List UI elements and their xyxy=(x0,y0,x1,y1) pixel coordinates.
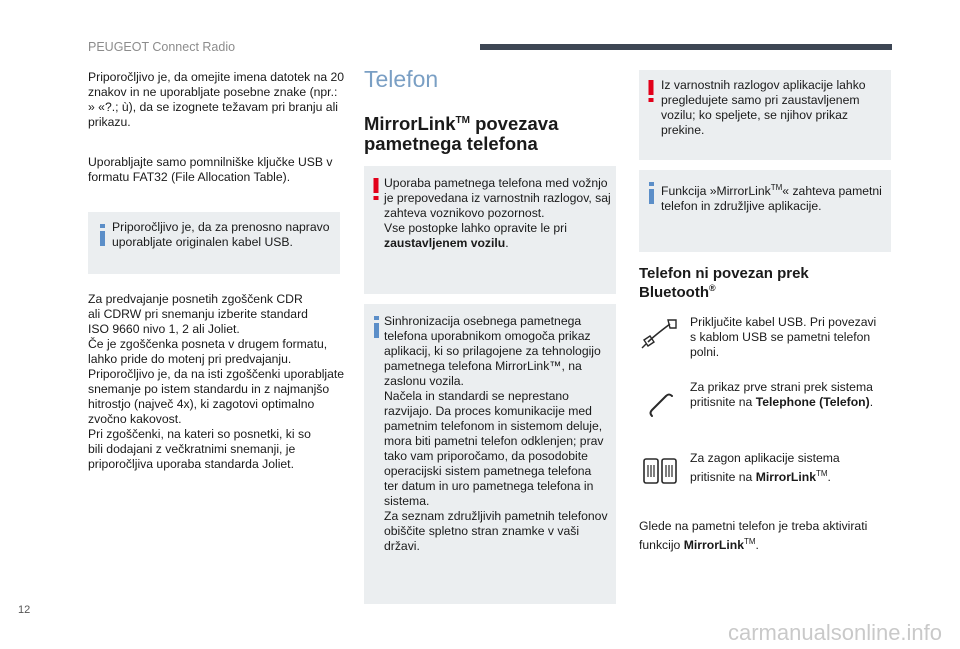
left-paragraph-1: Priporočljivo je, da omejite imena datotek na 20 znakov in ne uporabljate posebne znake (npr.: » «?.; ù), da se izognete težavam pri branju ali prikazu. xyxy=(88,70,345,129)
step2-main: Za prikaz prve strani prek sistema pritisnite na xyxy=(690,380,873,409)
middle-info-text: Sinhronizacija osebnega pametnega telefona uporabnikom omogoča prikaz aplikacij, ki so prilagojene za tehnologijo pametnega telefona MirrorLink™, na zaslonu vozila. Načela in standardi se neprestano razvijajo. Da proces komunikacije med pametnim telefonom in sistemom deluje, mora biti pametni telefon odklenjen; prav tako vam priporočamo, da posodobite operacijski sistem pametnega telefona ter datum in uro pametnega telefona in sistema. Za seznam združljivih pametnih telefonov obiščite spletno stran znamke v vaši državi. xyxy=(384,314,608,553)
step3-main: Za zagon aplikacije sistema pritisnite na xyxy=(690,451,840,485)
warning-text-bold: zaustavljenem vozilu xyxy=(384,236,506,250)
info-prefix: Funkcija »MirrorLink xyxy=(661,184,771,199)
document-header-title: PEUGEOT Connect Radio xyxy=(88,40,236,54)
info-suffix: « zahteva pametni telefon in združljive aplikacije. xyxy=(661,184,882,214)
step1-text: Priključite kabel USB. Pri povezavi s kablom USB se pametni telefon polni. xyxy=(690,315,877,359)
header-bar xyxy=(480,44,892,50)
bt-subtitle-reg: ® xyxy=(708,283,716,293)
left-info-box xyxy=(88,212,340,274)
closing-bold: MirrorLink xyxy=(683,538,744,553)
closing-main: Glede na pametni telefon je treba aktivirati funkcijo xyxy=(639,519,868,553)
bluetooth-subtitle xyxy=(639,266,889,300)
subtitle-line2: pametnega telefona xyxy=(364,133,538,155)
page-number: 12 xyxy=(18,604,31,616)
middle-warning-text xyxy=(384,176,614,251)
mirrorlink-subtitle xyxy=(364,111,614,154)
phone-handset-icon xyxy=(646,390,676,420)
left-info-text: Priporočljivo je, da za prenosno napravo uporabljate originalen kabel USB. xyxy=(112,220,330,249)
step3-end: . xyxy=(827,470,831,485)
info-icon xyxy=(647,182,657,204)
middle-warning-box xyxy=(364,166,616,294)
mirrorlink-icon xyxy=(642,455,678,487)
right-info-box xyxy=(639,170,891,252)
exclamation-icon xyxy=(647,80,655,102)
closing-end: . xyxy=(755,538,759,553)
step3-tm: TM xyxy=(815,469,828,478)
middle-info-box xyxy=(364,304,616,604)
closing-tm: TM xyxy=(743,537,756,546)
right-info-text xyxy=(661,180,889,214)
usb-cable-icon xyxy=(640,316,680,352)
info-icon xyxy=(98,224,108,246)
left-paragraph-3: Za predvajanje posnetih zgoščenk CDR ali CDRW pri snemanju izberite standard ISO 9660 nivo 1, 2 ali Joliet. Če je zgoščenka posneta v drugem formatu, lahko pride do motenj pri predvajanju. Priporočljivo je, da na isti zgoščenki uporabljate snemanje po istem standardu in z najmanjšo hitrostjo (največ 4x), ki zagotovi optimalno zvočno kakovost. Pri zgoščenki, na kateri so posnetki, ki so bili dodajani z večkratnimi snemanji, je priporočljiva uporaba standarda Joliet. xyxy=(88,292,345,471)
step2-text xyxy=(690,380,890,410)
info-tm: TM xyxy=(770,183,783,192)
bt-subtitle-line1: Telefon ni povezan prek xyxy=(639,265,809,282)
step3-text xyxy=(690,451,890,485)
subtitle-prefix: MirrorLink xyxy=(364,113,456,135)
left-paragraph-2: Uporabljajte samo pomnilniške ključke USB v formatu FAT32 (File Allocation Table). xyxy=(88,155,333,184)
warning-text-main: Uporaba pametnega telefona med vožnjo je prepovedana iz varnostnih razlogov, saj zahteva voznikovo pozornost. Vse postopke lahko opravite le pri xyxy=(384,176,611,235)
right-warning-box xyxy=(639,70,891,160)
subtitle-suffix: povezava xyxy=(469,113,559,135)
info-icon xyxy=(372,316,382,338)
exclamation-icon xyxy=(372,178,380,200)
step3-bold: MirrorLink xyxy=(755,470,816,485)
warning-text-end: . xyxy=(505,236,509,250)
bt-subtitle-line2: Bluetooth xyxy=(639,284,709,301)
step2-bold: Telephone (Telefon) xyxy=(755,395,870,409)
watermark: carmanualsonline.info xyxy=(728,620,943,645)
step2-end: . xyxy=(869,395,874,409)
section-title: Telefon xyxy=(364,66,439,92)
right-warning-text: Iz varnostnih razlogov aplikacije lahko pregledujete samo pri zaustavljenem vozilu; ko speljete, se njihov prikaz prekine. xyxy=(661,78,866,137)
subtitle-tm: TM xyxy=(455,115,470,126)
closing-text xyxy=(639,519,891,553)
